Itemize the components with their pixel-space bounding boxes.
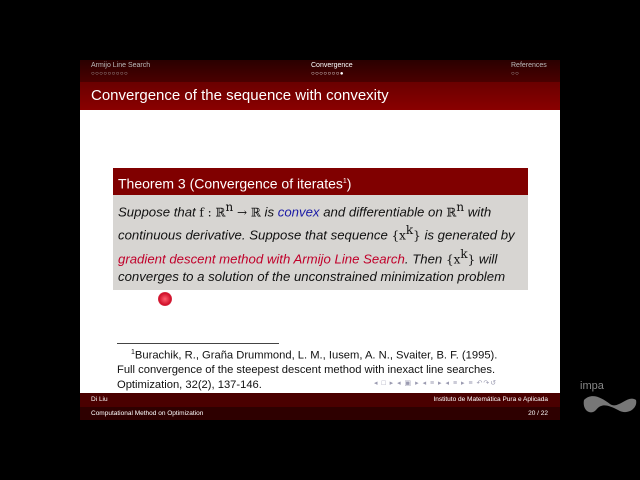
nav-label: Armijo Line Search — [91, 62, 151, 69]
footer-institute: Instituto de Matemática Pura e Aplicada — [433, 396, 548, 403]
nav-section-references[interactable] — [511, 62, 547, 78]
text: and differentiable on — [319, 204, 447, 220]
footer-author: Di Liu — [91, 396, 108, 403]
footnote-ref: 1 — [342, 178, 347, 185]
footnote-rule — [117, 343, 279, 344]
math: k — [405, 223, 414, 238]
frame-title: Convergence of the sequence with convexity — [80, 82, 560, 110]
nav-label: References — [511, 62, 547, 69]
text: with continuous derivative. Suppose that sequence — [118, 204, 492, 243]
footer-course: Computational Method on Optimization — [91, 410, 204, 417]
math: → ℝ — [233, 205, 261, 220]
text: will converges to a solution of the unconstrained minimization problem — [118, 251, 506, 285]
footnote-line: Full convergence of the steepest descent method with inexact line searches. — [117, 364, 496, 377]
math: n — [456, 200, 465, 214]
nav-dots[interactable]: ○○○○○○○● — [311, 71, 344, 77]
highlight-method: gradient descent method with Armijo Line Search — [118, 251, 405, 267]
theorem-block — [113, 168, 528, 290]
math: k — [460, 246, 468, 261]
section-navigation — [80, 60, 560, 82]
footer-top — [80, 393, 560, 407]
footnote-line: Burachik, R., Graña Drummond, L. M., Iusem, A. N., Svaiter, B. F. (1995). — [134, 349, 498, 362]
math: {x — [445, 252, 461, 267]
footer-bottom — [80, 407, 560, 420]
text: is generated by — [420, 227, 515, 243]
nav-section-armijo[interactable] — [91, 62, 150, 78]
theorem-heading-text: Theorem 3 (Convergence of iterates — [118, 175, 343, 192]
impa-logo-icon — [582, 390, 638, 418]
footer-page-number: 20 / 22 — [528, 410, 548, 417]
nav-dots[interactable]: ○○○○○○○○○ — [91, 71, 129, 77]
footnote-mark: 1 — [131, 349, 135, 356]
footnote-line: Optimization, 32(2), 137-146. — [117, 378, 262, 391]
math: f : ℝ — [199, 205, 226, 220]
laser-pointer-dot — [158, 292, 172, 306]
text: . Then — [404, 251, 446, 267]
nav-section-convergence[interactable] — [311, 62, 353, 78]
theorem-heading — [113, 168, 528, 195]
highlight-convex: convex — [277, 204, 320, 220]
math: ℝ — [446, 205, 457, 220]
math: } — [413, 228, 421, 243]
slide — [80, 60, 560, 420]
nav-dots[interactable]: ○○ — [511, 71, 520, 77]
theorem-heading-close: ) — [346, 175, 352, 192]
math: } — [467, 252, 476, 267]
math: n — [225, 200, 234, 214]
math: {x — [391, 228, 406, 243]
beamer-navigation-symbols[interactable]: ◂ □ ▸ ◂ ▣ ▸ ◂ ≡ ▸ ◂ ≡ ▸ ≡ ↶↷↺ — [374, 380, 498, 387]
text: is — [260, 204, 278, 220]
theorem-body — [113, 195, 528, 290]
text: Suppose that — [118, 204, 200, 220]
nav-label: Convergence — [311, 62, 353, 69]
impa-logo-text: impa — [580, 380, 604, 392]
